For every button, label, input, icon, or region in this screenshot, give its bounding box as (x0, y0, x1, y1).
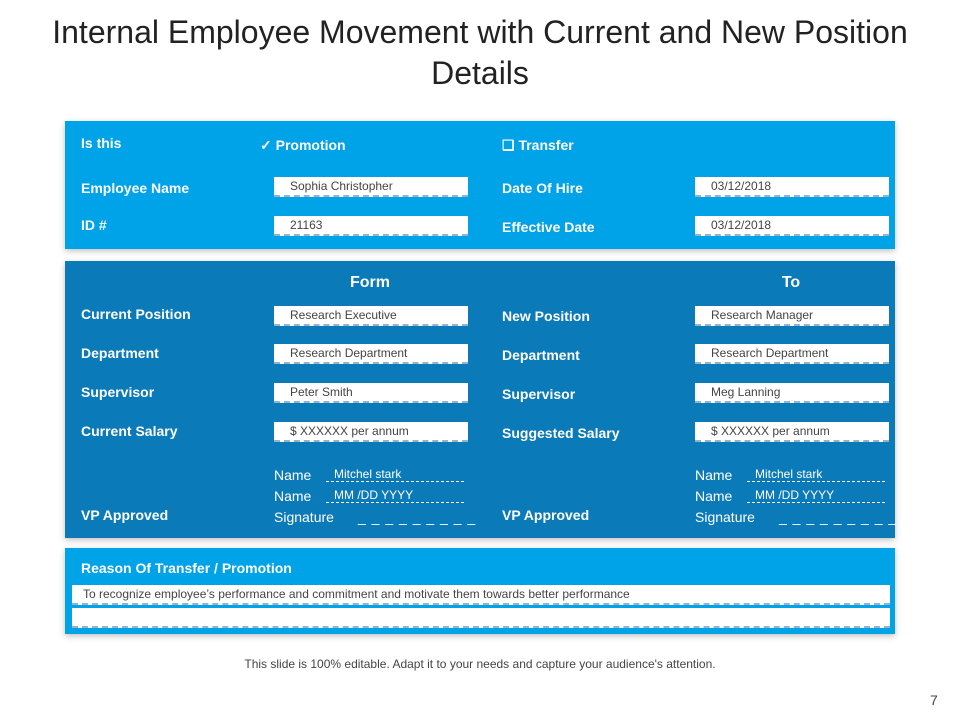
employee-name-label: Employee Name (81, 180, 190, 196)
employee-info-panel (65, 121, 895, 249)
effective-date-field[interactable]: 03/12/2018 (695, 216, 889, 236)
id-field[interactable]: 21163 (274, 216, 468, 236)
from-header: Form (350, 274, 390, 291)
name-label: Name (274, 467, 312, 483)
current-position-field[interactable]: Research Executive (274, 306, 468, 326)
from-supervisor-field[interactable]: Peter Smith (274, 383, 468, 403)
reason-label: Reason Of Transfer / Promotion (81, 560, 292, 576)
name-label: Name (695, 488, 733, 504)
date-of-hire-label: Date Of Hire (502, 180, 583, 196)
signature-row (695, 509, 898, 530)
from-supervisor-label: Supervisor (81, 384, 155, 400)
page-number: 7 (930, 692, 938, 708)
transfer-checkbox[interactable]: ❑ Transfer (502, 137, 574, 153)
current-salary-field[interactable]: $ XXXXXX per annum (274, 422, 468, 442)
approver-name-field[interactable]: Mitchel stark (747, 468, 885, 482)
to-header: To (781, 274, 801, 291)
signature-field[interactable]: _ _ _ _ _ _ _ _ _ (779, 509, 898, 525)
approver-date-field[interactable]: MM /DD YYYY (326, 489, 464, 503)
new-position-field[interactable]: Research Manager (695, 306, 889, 326)
from-department-label: Department (81, 345, 159, 361)
new-position-label: New Position (502, 308, 590, 324)
signature-label: Signature (695, 509, 755, 525)
from-approval-block (274, 467, 477, 530)
signature-row (274, 509, 477, 530)
approver-date-row (695, 488, 835, 509)
id-label: ID # (81, 217, 107, 233)
promotion-checkbox[interactable]: ✓ Promotion (260, 137, 346, 153)
approver-name-field[interactable]: Mitchel stark (326, 468, 464, 482)
approver-name-row (274, 467, 402, 488)
to-supervisor-label: Supervisor (502, 386, 576, 402)
suggested-salary-field[interactable]: $ XXXXXX per annum (695, 422, 889, 442)
footer-note: This slide is 100% editable. Adapt it to your needs and capture your audience's attention. (244, 657, 716, 671)
to-department-label: Department (502, 347, 580, 363)
signature-field[interactable]: _ _ _ _ _ _ _ _ _ (358, 509, 477, 525)
current-position-label: Current Position (81, 306, 191, 322)
to-supervisor-field[interactable]: Meg Lanning (695, 383, 889, 403)
name-label: Name (695, 467, 733, 483)
from-vp-approved-label: VP Approved (81, 507, 169, 523)
approver-name-row (695, 467, 823, 488)
to-approval-block (695, 467, 898, 530)
position-details-panel (65, 261, 898, 538)
to-vp-approved-label: VP Approved (502, 507, 590, 523)
employee-name-field[interactable]: Sophia Christopher (274, 177, 468, 197)
reason-line-1[interactable]: To recognize employee’s performance and commitment and motivate them towards better performance (72, 585, 890, 605)
to-department-field[interactable]: Research Department (695, 344, 889, 364)
approver-date-field[interactable]: MM /DD YYYY (747, 489, 885, 503)
date-of-hire-field[interactable]: 03/12/2018 (695, 177, 889, 197)
current-salary-label: Current Salary (81, 423, 178, 439)
signature-label: Signature (274, 509, 334, 525)
name-label: Name (274, 488, 312, 504)
reason-line-2[interactable] (72, 608, 890, 628)
suggested-salary-label: Suggested Salary (502, 425, 620, 441)
slide-title: Internal Employee Movement with Current and New Position Details (52, 14, 908, 91)
is-this-label: Is this (81, 135, 122, 151)
effective-date-label: Effective Date (502, 219, 595, 235)
approver-date-row (274, 488, 414, 509)
from-department-field[interactable]: Research Department (274, 344, 468, 364)
